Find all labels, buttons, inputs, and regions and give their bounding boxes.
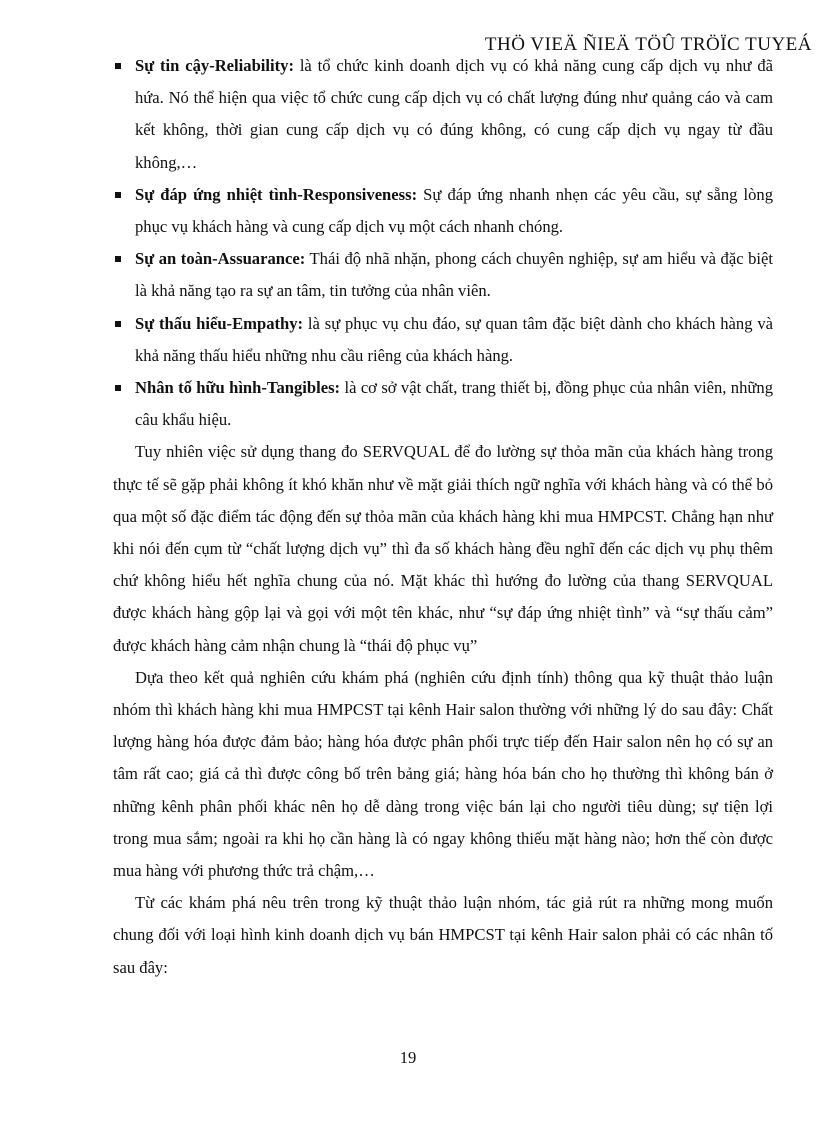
square-bullet-icon — [115, 63, 121, 69]
bullet-item-responsiveness — [113, 179, 773, 243]
bullet-item-assurance — [113, 243, 773, 307]
bullet-text: Sự đáp ứng nhanh nhẹn các yêu cầu, sự sẵng lòng phục vụ khách hàng và cung cấp dịch vụ một cách nhanh chóng. — [135, 184, 773, 237]
bullet-term: Sự đáp ứng nhiệt tình-Responsiveness: — [135, 184, 418, 204]
square-bullet-icon — [115, 321, 121, 327]
square-bullet-icon — [115, 385, 121, 391]
watermark-header: THÖ VIEÄ ÑIEÄ TÖÛ TRÖÏC TUYEÁ — [484, 34, 812, 55]
page-number: 19 — [399, 1048, 417, 1067]
square-bullet-icon — [115, 256, 121, 262]
paragraph-conclusion: Từ các khám phá nêu trên trong kỹ thuật thảo luận nhóm, tác giả rút ra những mong muốn chung đối với loại hình kinh doanh dịch vụ bán HMPCST tại kênh Hair salon phải có các nhân tố sau đây: — [113, 893, 773, 977]
bullet-text: Thái độ nhã nhặn, phong cách chuyên nghiệp, sự am hiểu và đặc biệt là khả năng tạo ra sự an tâm, tin tưởng của nhân viên. — [135, 249, 773, 301]
page-body — [113, 50, 773, 984]
bullet-item-empathy — [113, 308, 773, 372]
bullet-term: Sự thấu hiểu-Empathy: — [135, 313, 304, 333]
bullet-item-reliability — [113, 50, 773, 179]
bullet-item-tangibles — [113, 372, 773, 436]
bullet-term: Sự an toàn-Assuarance: — [135, 249, 306, 269]
square-bullet-icon — [115, 192, 121, 198]
bullet-text: là tổ chức kinh doanh dịch vụ có khả năng cung cấp dịch vụ như đã hứa. Nó thể hiện qua việc tổ chức cung cấp dịch vụ có chất lượng đúng như quảng cáo và cam kết không, thời gian cung cấp dịch vụ có đúng không, có cung cấp dịch vụ ngay từ đầu không,… — [135, 56, 773, 172]
paragraph-qualitative-findings: Dựa theo kết quả nghiên cứu khám phá (nghiên cứu định tính) thông qua kỹ thuật thảo luận nhóm thì khách hàng khi mua HMPCST tại kênh Hair salon thường với những lý do sau đây: Chất lượng hàng hóa được đảm bảo; hàng hóa được phân phối trực tiếp đến Hair salon nên họ có sự an tâm rất cao; giá cả thì được công bố trên bảng giá; hàng hóa bán cho họ thường thì không bán ở những kênh phân phối khác nên họ dễ dàng trong việc bán lại cho người tiêu dùng; sự tiện lợi trong mua sắm; ngoài ra khi họ cần hàng là có ngay không thiếu mặt hàng nào; hơn thế còn được mua hàng với phương thức trả chậm,… — [113, 667, 773, 881]
bullet-text: là cơ sở vật chất, trang thiết bị, đồng phục của nhân viên, những câu khẩu hiệu. — [135, 378, 773, 430]
paragraph-servqual-limitations: Tuy nhiên việc sử dụng thang đo SERVQUAL để đo lường sự thỏa mãn của khách hàng trong thực tế sẽ gặp phải không ít khó khăn như về mặt giải thích ngữ nghĩa với khách hàng và có thể bỏ qua một số đặc điểm tác động đến sự thỏa mãn của khách hàng khi mua HMPCST. Chẳng hạn như khi nói đến cụm từ “chất lượng dịch vụ” thì đa số khách hàng đều nghĩ đến các dịch vụ phụ thêm chứ không hiểu hết nghĩa chung của nó. Mặt khác thì hướng đo lường của thang SERVQUAL được khách hàng gộp lại và gọi với một tên khác, như “sự đáp ứng nhiệt tình” và “sự thấu cảm” được khách hàng cảm nhận chung là “thái độ phục vụ” — [113, 442, 773, 655]
bullet-text: là sự phục vụ chu đáo, sự quan tâm đặc biệt dành cho khách hàng và khả năng thấu hiểu những nhu cầu riêng của khách hàng. — [135, 313, 773, 365]
bullet-term: Nhân tố hữu hình-Tangibles: — [135, 378, 341, 398]
bullet-term: Sự tin cậy-Reliability: — [135, 56, 294, 75]
